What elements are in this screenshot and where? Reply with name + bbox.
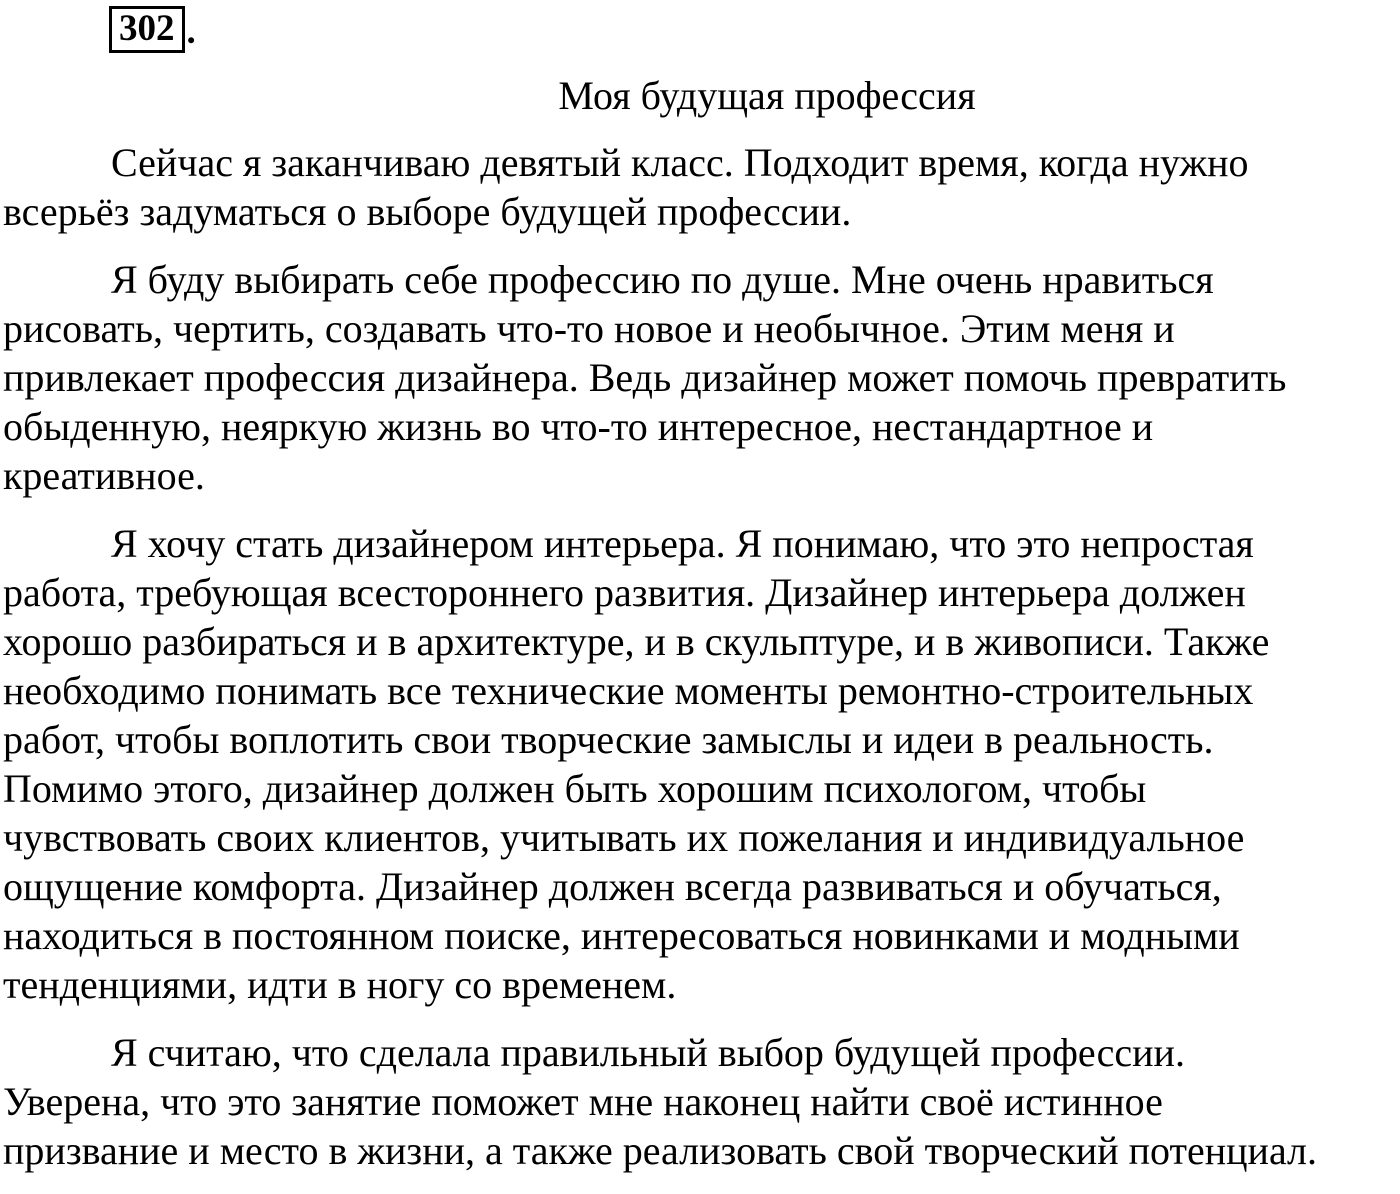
text-line: необходимо понимать все технические моменты ремонтно-строительных bbox=[3, 668, 1254, 713]
text-line: рисовать, чертить, создавать что-то новое и необычное. Этим меня и bbox=[3, 306, 1175, 351]
paragraph-2 bbox=[3, 255, 1398, 500]
text-line: чувствовать своих клиентов, учитывать их пожелания и индивидуальное bbox=[3, 815, 1245, 860]
text-line: ощущение комфорта. Дизайнер должен всегда развиваться и обучаться, bbox=[3, 864, 1222, 909]
paragraph-1 bbox=[3, 138, 1398, 236]
text-line: работа, требующая всестороннего развития. Дизайнер интерьера должен bbox=[3, 570, 1246, 615]
exercise-number-box: 302 bbox=[109, 6, 185, 53]
text-line: привлекает профессия дизайнера. Ведь дизайнер может помочь превратить bbox=[3, 355, 1287, 400]
text-line: Я считаю, что сделала правильный выбор будущей профессии. bbox=[111, 1030, 1185, 1075]
text-line: Я буду выбирать себе профессию по душе. Мне очень нравиться bbox=[111, 257, 1214, 302]
paragraph-4 bbox=[3, 1028, 1398, 1175]
essay-title: Моя будущая профессия bbox=[558, 73, 976, 118]
text-line: находиться в постоянном поиске, интересоваться новинками и модными bbox=[3, 913, 1240, 958]
exercise-number-suffix: . bbox=[186, 11, 196, 52]
essay-body bbox=[3, 138, 1398, 1194]
text-line: обыденную, неяркую жизнь во что-то интересное, нестандартное и bbox=[3, 404, 1154, 449]
text-line: Уверена, что это занятие поможет мне наконец найти своё истинное bbox=[3, 1079, 1163, 1124]
text-line: тенденциями, идти в ногу со временем. bbox=[3, 962, 677, 1007]
text-line: работ, чтобы воплотить свои творческие замыслы и идеи в реальность. bbox=[3, 717, 1214, 762]
text-line: всерьёз задуматься о выборе будущей профессии. bbox=[3, 189, 852, 234]
text-line: Я хочу стать дизайнером интерьера. Я понимаю, что это непростая bbox=[111, 521, 1254, 566]
text-line: креативное. bbox=[3, 453, 205, 498]
text-line: Помимо этого, дизайнер должен быть хорошим психологом, чтобы bbox=[3, 766, 1147, 811]
text-line: хорошо разбираться и в архитектуре, и в скульптуре, и в живописи. Также bbox=[3, 619, 1270, 664]
text-line: призвание и место в жизни, а также реализовать свой творческий потенциал. bbox=[3, 1128, 1318, 1173]
exercise-number bbox=[109, 6, 196, 53]
text-line: Сейчас я заканчиваю девятый класс. Подходит время, когда нужно bbox=[111, 140, 1249, 185]
paragraph-3 bbox=[3, 519, 1398, 1009]
